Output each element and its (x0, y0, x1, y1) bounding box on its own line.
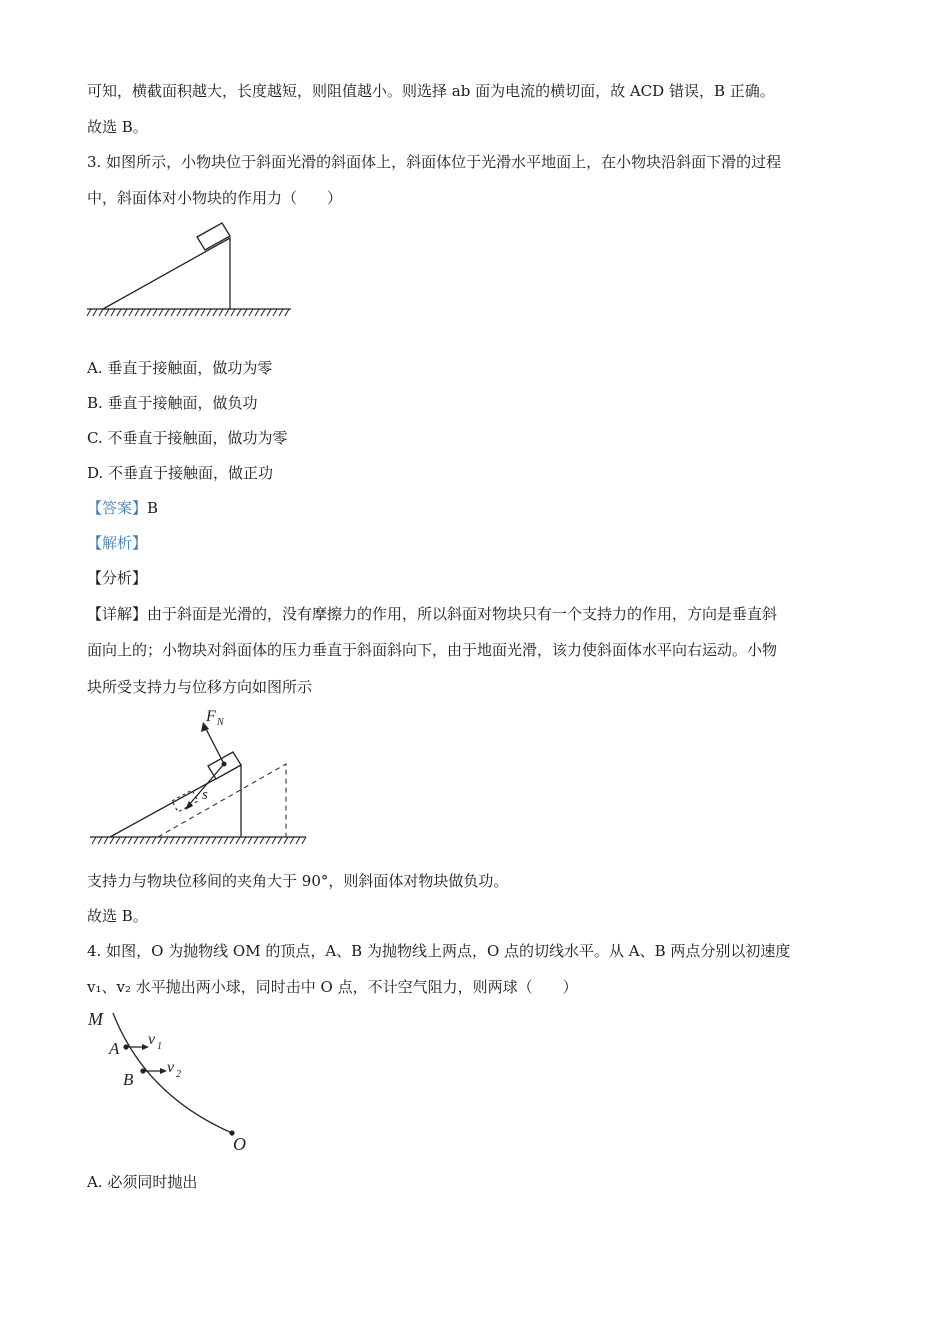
choice-line: 故选 B。 (87, 907, 148, 925)
point-b-label: B (123, 1070, 134, 1089)
option-d: D. 不垂直于接触面，做正功 (87, 464, 274, 482)
detail-tag: 【详解】 (87, 605, 148, 623)
question-4-line-1: 4. 如图，O 为抛物线 OM 的顶点，A、B 为抛物线上两点，O 点的切线水平。从 A、B 两点分别以初速度 (87, 942, 791, 960)
point-o-label: O (233, 1134, 246, 1154)
incline-figure (85, 218, 295, 318)
fenxi-tag: 【分析】 (87, 569, 148, 587)
parabola-figure (85, 1005, 260, 1155)
displacement-label: s (202, 787, 208, 803)
answer-line (87, 497, 158, 519)
point-m-label: M (88, 1009, 103, 1029)
option-a: A. 垂直于接触面，做功为零 (87, 359, 273, 377)
option-c: C. 不垂直于接触面，做功为零 (87, 429, 288, 447)
detail-line-2: 面向上的；小物块对斜面体的压力垂直于斜面斜向下，由于地面光滑，该力使斜面体水平向右运动。小物 (87, 641, 778, 659)
question-3-line-2: 中，斜面体对小物块的作用力（ ） (87, 189, 343, 207)
v2-sub: 2 (176, 1069, 181, 1080)
v2-label: v (167, 1059, 175, 1076)
detail-text: 由于斜面是光滑的，没有摩擦力的作用，所以斜面对物块只有一个支持力的作用，方向是垂直斜 (147, 605, 778, 623)
text-line: 可知，横截面积越大，长度越短，则阻值越小。则选择 ab 面为电流的横切面，故 ACD 错误，B 正确。 (87, 82, 775, 100)
v1-label: v (148, 1031, 156, 1048)
point-a-label: A (109, 1039, 120, 1058)
force-diagram (88, 705, 310, 850)
option-b: B. 垂直于接触面，做负功 (87, 394, 258, 412)
analysis-tag: 【解析】 (87, 534, 148, 552)
text-line: 故选 B。 (87, 118, 148, 136)
answer-value: B (147, 499, 159, 517)
answer-tag: 【答案】 (87, 499, 148, 517)
detail-line-1 (87, 603, 777, 625)
conclusion-line: 支持力与物块位移间的夹角大于 90°，则斜面体对物块做负功。 (87, 872, 509, 890)
force-label: F (206, 708, 216, 725)
question-3-line-1: 3. 如图所示，小物块位于斜面光滑的斜面体上，斜面体位于光滑水平地面上，在小物块沿斜面下滑的过程 (87, 153, 782, 171)
detail-line-3: 块所受支持力与位移方向如图所示 (87, 678, 313, 696)
force-label-sub: N (217, 717, 224, 728)
q4-option-a: A. 必须同时抛出 (87, 1173, 198, 1191)
v1-sub: 1 (157, 1041, 162, 1052)
question-4-line-2: v₁、v₂ 水平抛出两小球，同时击中 O 点，不计空气阻力，则两球（ ） (87, 978, 578, 996)
